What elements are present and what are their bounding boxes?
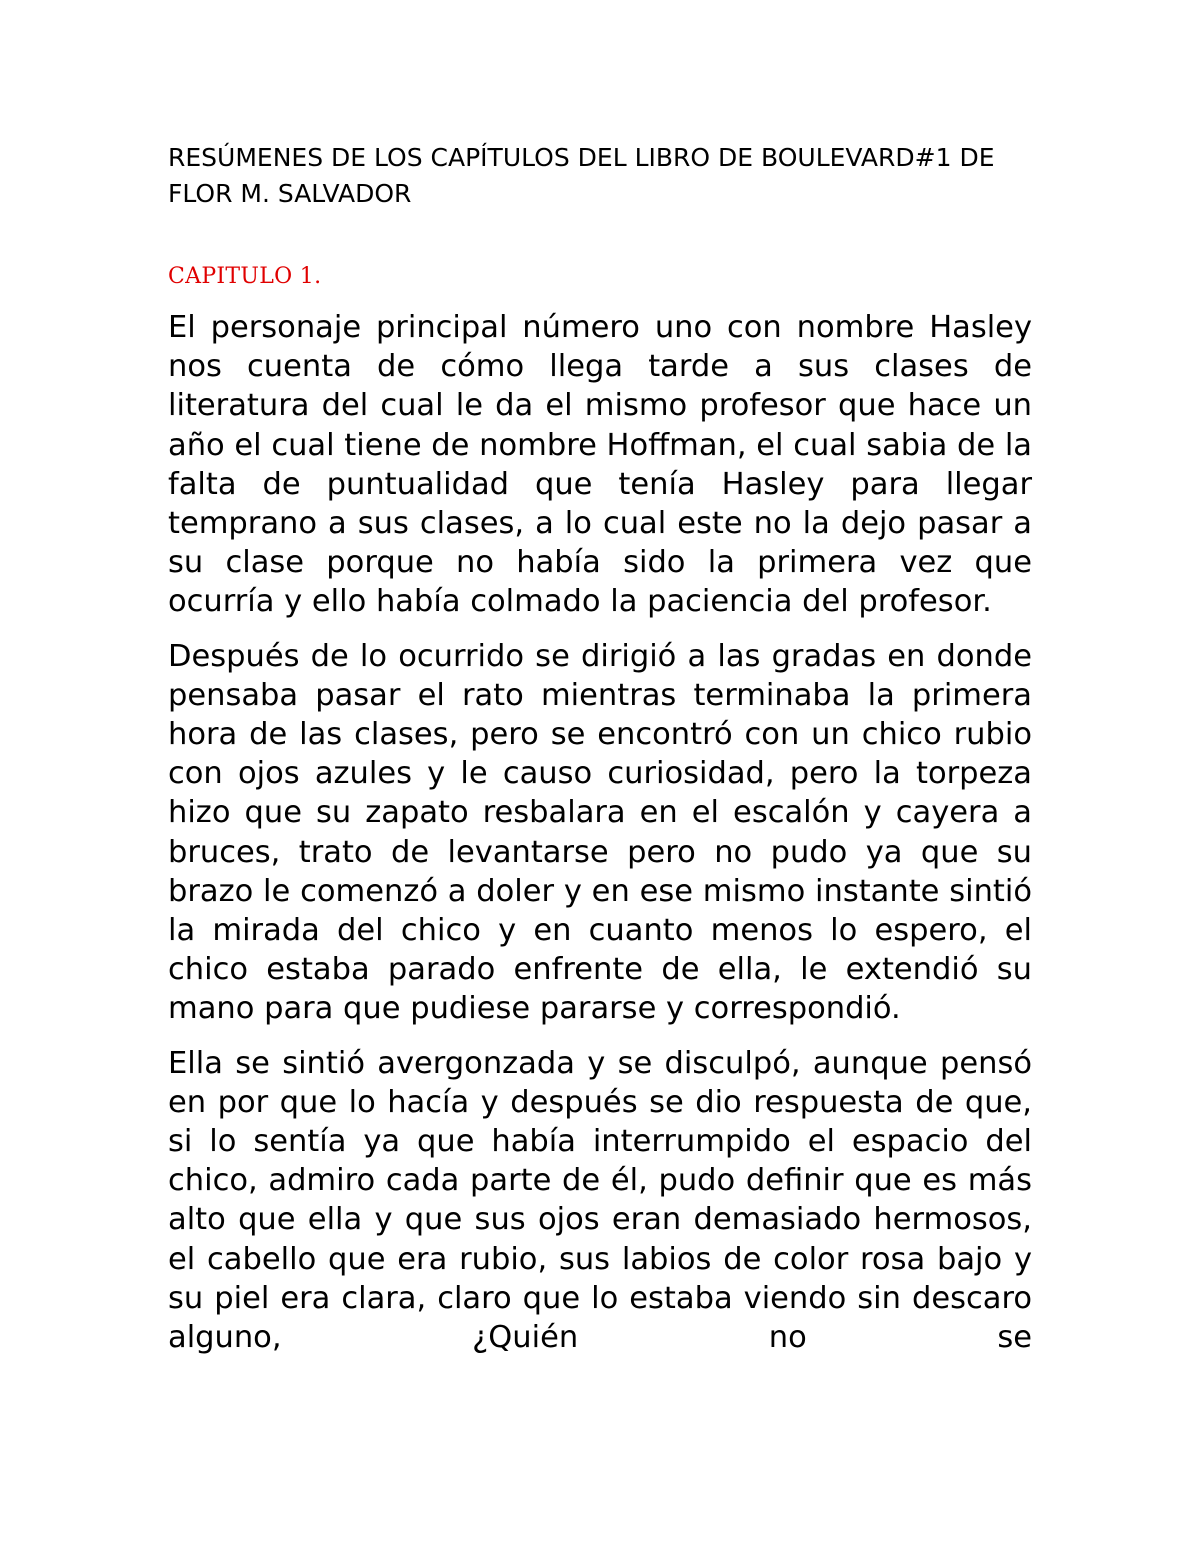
- paragraph: El personaje principal número uno con nombre Hasley nos cuenta de cómo llega tarde a sus clases de literatura del cual le da el mismo profesor que hace un año el cual tiene de nombre Hoffman, el cual sabia de la falta de puntualidad que tenía Hasley para llegar temprano a sus clases, a lo cual este no la dejo pasar a su clase porque no había sido la primera vez que ocurría y ello había colmado la paciencia del profesor.: [168, 310, 1032, 620]
- document-title: RESÚMENES DE LOS CAPÍTULOS DEL LIBRO DE BOULEVARD#1 DE FLOR M. SALVADOR: [168, 143, 995, 208]
- paragraph: Después de lo ocurrido se dirigió a las gradas en donde pensaba pasar el rato mientras terminaba la primera hora de las clases, pero se encontró con un chico rubio con ojos azules y le causo curiosidad, pero la torpeza hizo que su zapato resbalara en el escalón y cayera a bruces, trato de levantarse pero no pudo ya que su brazo le comenzó a doler y en ese mismo instante sintió la mirada del chico y en cuanto menos lo espero, el chico estaba parado enfrente de ella, le extendió su mano para que pudiese pararse y correspondió.: [168, 638, 1032, 1027]
- document-body: [168, 140, 1032, 1357]
- paragraph: Ella se sintió avergonzada y se disculpó, aunque pensó en por que lo hacía y después se dio respuesta de que, si lo sentía ya que había interrumpido el espacio del chico, admiro cada parte de él, pudo definir que es más alto que ella y que sus ojos eran demasiado hermosos, el cabello que era rubio, sus labios de color rosa bajo y su piel era clara, claro que lo estaba viendo sin descaro alguno, ¿Quién no se: [168, 1045, 1032, 1356]
- chapter-heading: CAPITULO 1.: [168, 264, 322, 289]
